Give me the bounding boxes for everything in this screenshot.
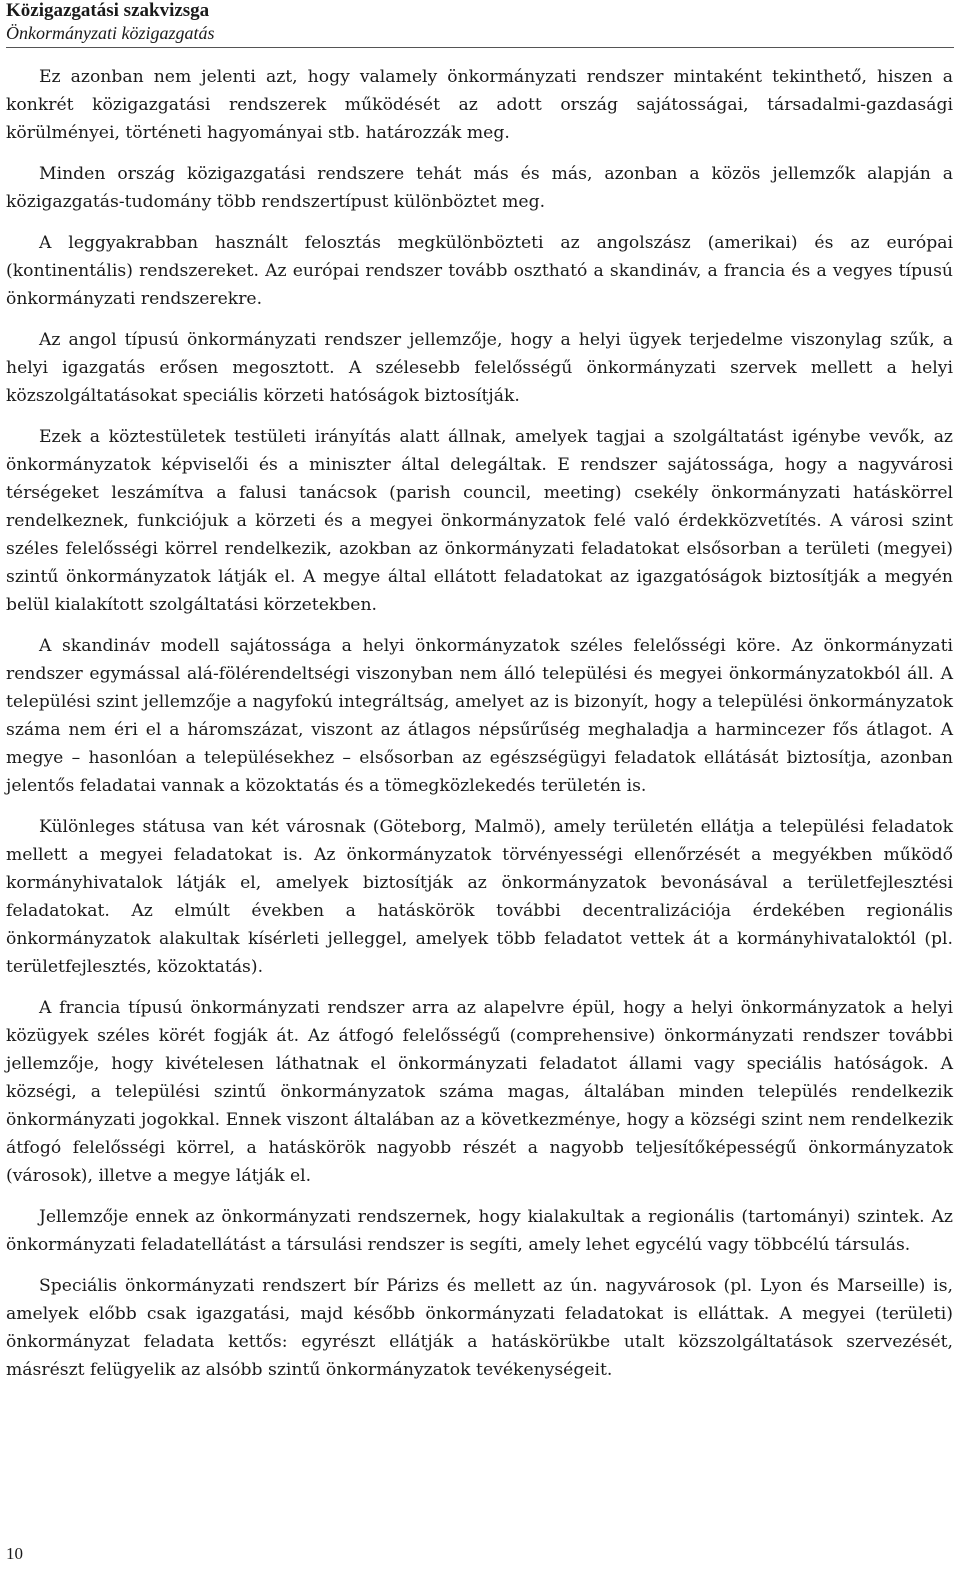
paragraph: Speciális önkormányzati rendszert bír Párizs és mellett az ún. nagyvárosok (pl. Lyon és Marseille) is, amelyek előbb csak igazgatási, majd később önkormányzati feladatokat is elláttak. A megyei (területi) önkormányzat feladata kettős: egyrészt ellátják a hatáskörükbe utalt közszolgáltatások szervezését, másrészt felügyelik az alsóbb szintű önkormányzatok tevékenységeit.: [6, 1276, 953, 1380]
paragraph: A francia típusú önkormányzati rendszer arra az alapelvre épül, hogy a helyi önkormányzatok a helyi közügyek széles körét fogják át. Az átfogó felelősségű (comprehensive) önkormányzati rendszer további jellemzője, hogy kivételesen láthatnak el önkormányzati feladatot állami vagy speciális hatóságok. A községi, a települési szintű önkormányzatok száma magas, általában minden település rendelkezik önkormányzati jogokkal. Ennek viszont általában az a következménye, hogy a községi szint nem rendelkezik átfogó felelősségi körrel, a hatáskörök nagyobb részét a nagyobb teljesítőképességű önkormányzatok (városok), illetve a megye látják el.: [6, 998, 953, 1186]
paragraph: Ez azonban nem jelenti azt, hogy valamely önkormányzati rendszer mintaként tekinthető, hiszen a konkrét közigazgatási rendszerek működését az adott ország sajátosságai, társadalmi-gazdasági körülményei, történeti hagyományai stb. határozzák meg.: [6, 67, 953, 143]
paragraph: Az angol típusú önkormányzati rendszer jellemzője, hogy a helyi ügyek terjedelme viszonylag szűk, a helyi igazgatás erősen megosztott. A szélesebb felelősségű önkormányzati szervek mellett a helyi közszolgáltatásokat speciális körzeti hatóságok biztosítják.: [6, 330, 953, 406]
document-title: Közigazgatási szakvizsga: [6, 0, 210, 21]
page-number: 10: [6, 1544, 23, 1563]
document-subtitle: Önkormányzati közigazgatás: [6, 23, 215, 43]
running-header: [6, 0, 954, 48]
paragraph: A leggyakrabban használt felosztás megkülönbözteti az angolszász (amerikai) és az európai (kontinentális) rendszereket. Az európai rendszer tovább osztható a skandináv, a francia és a vegyes típusú önkormányzati rendszerekre.: [6, 233, 953, 309]
paragraph: A skandináv modell sajátossága a helyi önkormányzatok széles felelősségi köre. Az önkormányzati rendszer egymással alá-fölérendeltségi viszonyban nem álló települési és megyei önkormányzatokból áll. A települési szint jellemzője a nagyfokú integráltság, amelyet az is bizonyít, hogy a települési önkormányzatok száma nem éri el a háromszázat, viszont az átlagos népsűrűség meghaladja a harmincezer fős átlagot. A megye – hasonlóan a településekhez – elsősorban az egészségügyi feladatok ellátását biztosítja, azonban jelentős feladatai vannak a közoktatás és a tömegközlekedés területén is.: [6, 636, 953, 796]
body-text: [6, 63, 953, 1397]
paragraph: Jellemzője ennek az önkormányzati rendszernek, hogy kialakultak a regionális (tartományi) szintek. Az önkormányzati feladatellátást a társulási rendszer is segíti, amely lehet egycélú vagy többcélú társulás.: [6, 1207, 953, 1255]
paragraph: Minden ország közigazgatási rendszere tehát más és más, azonban a közös jellemzők alapján a közigazgatás-tudomány több rendszertípust különböztet meg.: [6, 164, 953, 212]
paragraph: Különleges státusa van két városnak (Göteborg, Malmö), amely területén ellátja a települési feladatok mellett a megyei feladatokat is. Az önkormányzatok törvényességi ellenőrzését a megyékben működő kormányhivatalok látják el, amelyek biztosítják az önkormányzatok bevonásával a területfejlesztési feladatokat. Az elmúlt években a hatáskörök további decentralizációja érdekében regionális önkormányzatok alakultak kísérleti jelleggel, amelyek több feladatot vettek át a kormányhivataloktól (pl. területfejlesztés, közoktatás).: [6, 817, 953, 977]
paragraph: Ezek a köztestületek testületi irányítás alatt állnak, amelyek tagjai a szolgáltatást igénybe vevők, az önkormányzatok képviselői és a miniszter által delegáltak. E rendszer sajátossága, hogy a nagyvárosi térségeket leszámítva a falusi tanácsok (parish council, meeting) csekély önkormányzati hatáskörrel rendelkeznek, funkciójuk a körzeti és a megyei önkormányzatok felé való érdekközvetítés. A városi szint széles felelősségi körrel rendelkezik, azokban az önkormányzati feladatokat elsősorban a területi (megyei) szintű önkormányzatok látják el. A megye által ellátott feladatokat az igazgatóságok biztosítják a megyén belül kialakított szolgáltatási körzetekben.: [6, 427, 953, 615]
